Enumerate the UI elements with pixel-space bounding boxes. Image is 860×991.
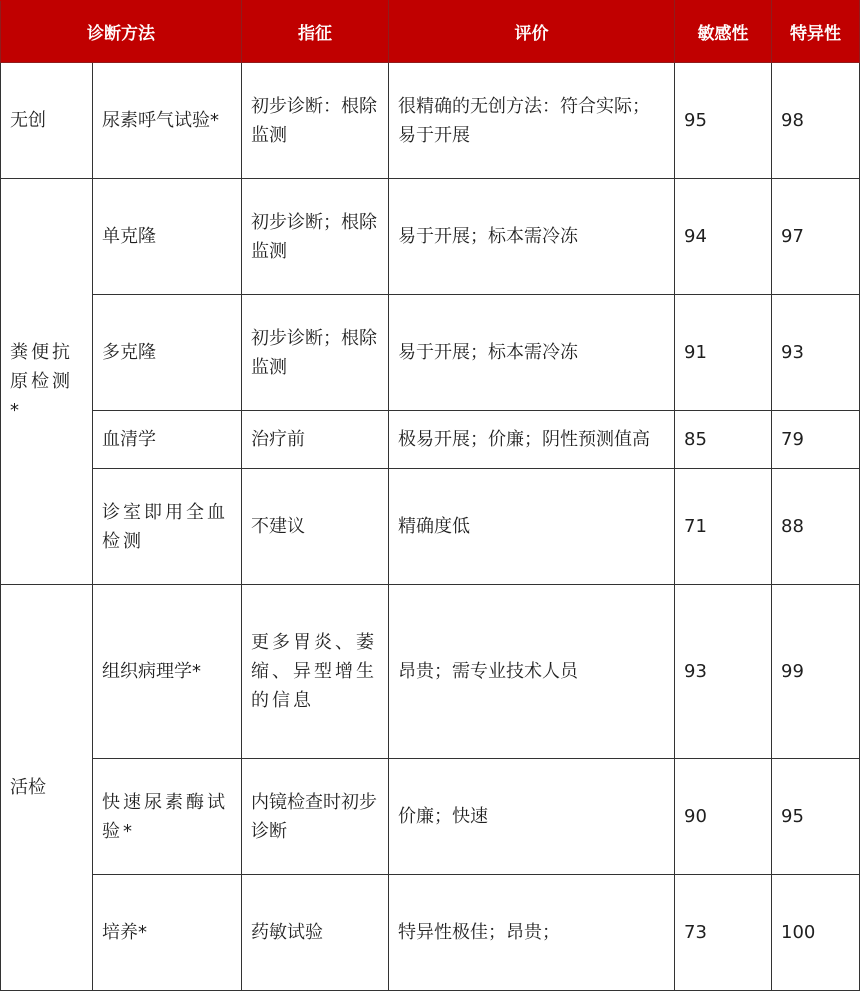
evaluation-cell: 易于开展；标本需冷冻 bbox=[389, 295, 675, 411]
indication-cell: 初步诊断；根除监测 bbox=[242, 295, 389, 411]
specificity-cell: 98 bbox=[772, 63, 860, 179]
group-biopsy: 活检 bbox=[1, 585, 93, 991]
sensitivity-cell: 71 bbox=[675, 469, 772, 585]
indication-cell: 更多胃炎、萎缩、异型增生的信息 bbox=[242, 585, 389, 759]
table-row bbox=[1, 295, 860, 411]
evaluation-cell: 易于开展；标本需冷冻 bbox=[389, 179, 675, 295]
sensitivity-cell: 93 bbox=[675, 585, 772, 759]
method-cell: 诊室即用全血检测 bbox=[93, 469, 242, 585]
method-cell: 多克隆 bbox=[93, 295, 242, 411]
evaluation-cell: 昂贵；需专业技术人员 bbox=[389, 585, 675, 759]
evaluation-cell: 很精确的无创方法：符合实际；易于开展 bbox=[389, 63, 675, 179]
specificity-cell: 79 bbox=[772, 411, 860, 469]
header-evaluation: 评价 bbox=[389, 1, 675, 63]
method-cell: 组织病理学* bbox=[93, 585, 242, 759]
indication-cell: 不建议 bbox=[242, 469, 389, 585]
indication-cell: 初步诊断；根除监测 bbox=[242, 179, 389, 295]
specificity-cell: 93 bbox=[772, 295, 860, 411]
indication-cell: 治疗前 bbox=[242, 411, 389, 469]
table-row bbox=[1, 469, 860, 585]
sensitivity-cell: 85 bbox=[675, 411, 772, 469]
table-row bbox=[1, 759, 860, 875]
evaluation-cell: 价廉；快速 bbox=[389, 759, 675, 875]
sensitivity-cell: 90 bbox=[675, 759, 772, 875]
method-cell: 快速尿素酶试验* bbox=[93, 759, 242, 875]
header-specificity: 特异性 bbox=[772, 1, 860, 63]
specificity-cell: 99 bbox=[772, 585, 860, 759]
sensitivity-cell: 73 bbox=[675, 875, 772, 991]
specificity-cell: 88 bbox=[772, 469, 860, 585]
specificity-cell: 100 bbox=[772, 875, 860, 991]
indication-cell: 内镜检查时初步诊断 bbox=[242, 759, 389, 875]
sensitivity-cell: 91 bbox=[675, 295, 772, 411]
sensitivity-cell: 95 bbox=[675, 63, 772, 179]
group-stool-antigen: 粪便抗原检测* bbox=[1, 179, 93, 585]
header-method: 诊断方法 bbox=[1, 1, 242, 63]
specificity-cell: 97 bbox=[772, 179, 860, 295]
method-cell: 尿素呼气试验* bbox=[93, 63, 242, 179]
table-header-row bbox=[1, 1, 860, 63]
method-cell: 培养* bbox=[93, 875, 242, 991]
method-cell: 血清学 bbox=[93, 411, 242, 469]
table-row bbox=[1, 875, 860, 991]
sensitivity-cell: 94 bbox=[675, 179, 772, 295]
evaluation-cell: 特异性极佳；昂贵； bbox=[389, 875, 675, 991]
header-sensitivity: 敏感性 bbox=[675, 1, 772, 63]
evaluation-cell: 精确度低 bbox=[389, 469, 675, 585]
method-cell: 单克隆 bbox=[93, 179, 242, 295]
table-row bbox=[1, 585, 860, 759]
indication-cell: 初步诊断：根除监测 bbox=[242, 63, 389, 179]
indication-cell: 药敏试验 bbox=[242, 875, 389, 991]
evaluation-cell: 极易开展；价廉；阴性预测值高 bbox=[389, 411, 675, 469]
group-noninvasive: 无创 bbox=[1, 63, 93, 179]
specificity-cell: 95 bbox=[772, 759, 860, 875]
table-row bbox=[1, 63, 860, 179]
table-row bbox=[1, 179, 860, 295]
header-indication: 指征 bbox=[242, 1, 389, 63]
table-row bbox=[1, 411, 860, 469]
